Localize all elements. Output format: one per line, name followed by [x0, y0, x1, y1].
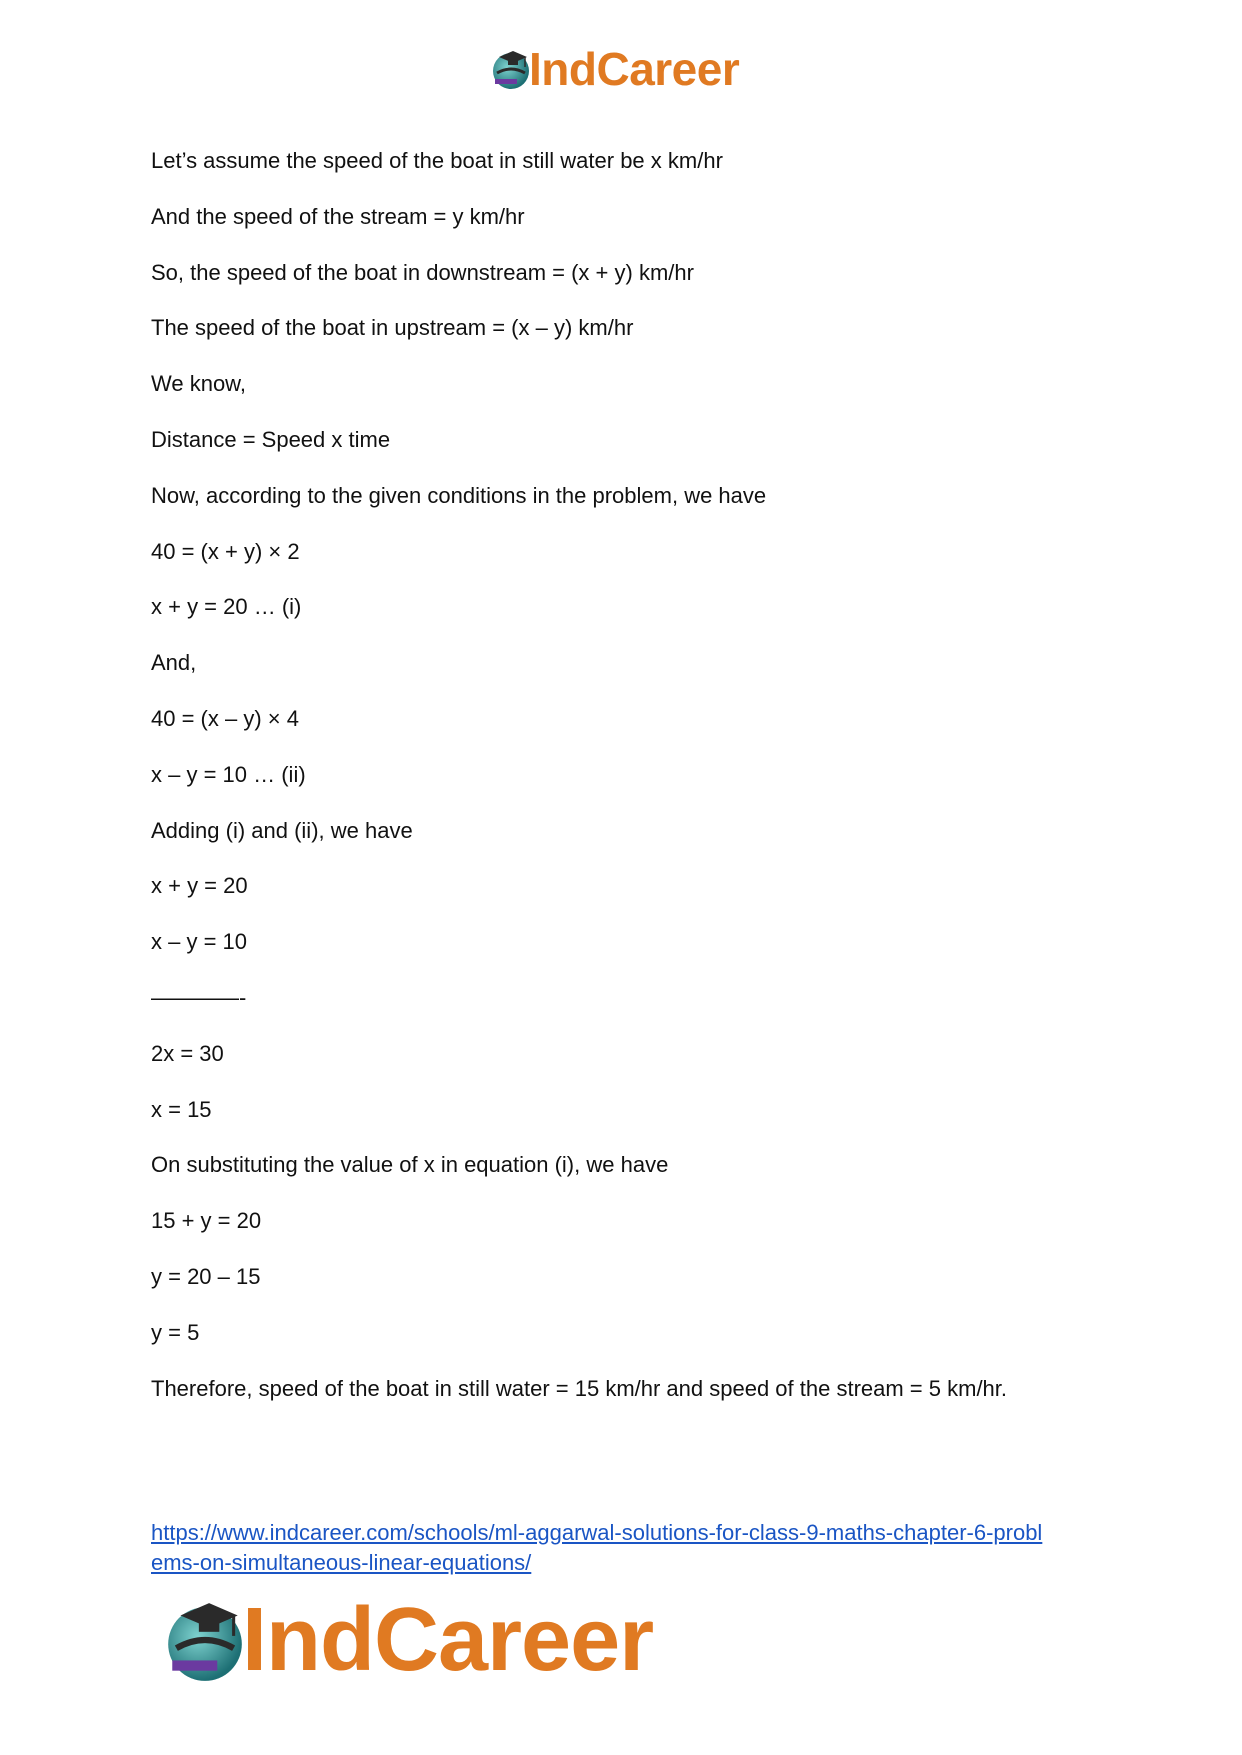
text-line: The speed of the boat in upstream = (x – y) km/hr [151, 315, 634, 341]
footer-logo [160, 1590, 653, 1690]
logo-wordmark: IndCareer [529, 43, 740, 95]
graduation-globe-icon [489, 47, 533, 91]
text-line: Adding (i) and (ii), we have [151, 817, 413, 843]
text-line: We know, [151, 371, 246, 397]
header-logo [489, 42, 739, 96]
text-line: And, [151, 650, 197, 676]
text-line: 40 = (x – y) × 4 [151, 705, 299, 731]
text-line: On substituting the value of x in equation (i), we have [151, 1152, 669, 1178]
text-line: x = 15 [151, 1096, 212, 1122]
text-line: And the speed of the stream = y km/hr [151, 203, 525, 229]
text-line: x – y = 10 [151, 929, 248, 955]
text-line: x + y = 20 [151, 873, 248, 899]
source-link-line-2[interactable]: ems-on-simultaneous-linear-equations/ [151, 1550, 532, 1575]
text-line: Therefore, speed of the boat in still water = 15 km/hr and speed of the stream = 5 km/hr. [151, 1375, 1008, 1401]
source-link[interactable] [151, 1518, 1111, 1578]
text-line: y = 20 – 15 [151, 1263, 261, 1289]
text-line: 40 = (x + y) × 2 [151, 538, 300, 564]
logo-wordmark: IndCareer [242, 1590, 654, 1690]
text-line: So, the speed of the boat in downstream = (x + y) km/hr [151, 259, 694, 285]
text-line: Let’s assume the speed of the boat in still water be x km/hr [151, 148, 723, 173]
solution-text [151, 147, 1111, 1430]
text-line: 2x = 30 [151, 1040, 224, 1066]
text-line: ————- [151, 984, 247, 1010]
text-line: Distance = Speed x time [151, 426, 391, 452]
graduation-globe-icon [160, 1595, 250, 1685]
text-line: 15 + y = 20 [151, 1208, 262, 1234]
text-line: Now, according to the given conditions in the problem, we have [151, 482, 767, 508]
source-link-line-1[interactable]: https://www.indcareer.com/schools/ml-aggarwal-solutions-for-class-9-maths-chapter-6-probl [151, 1520, 1043, 1545]
text-line: x + y = 20 … (i) [151, 594, 302, 620]
text-line: x – y = 10 … (ii) [151, 761, 306, 787]
text-line: y = 5 [151, 1319, 200, 1345]
